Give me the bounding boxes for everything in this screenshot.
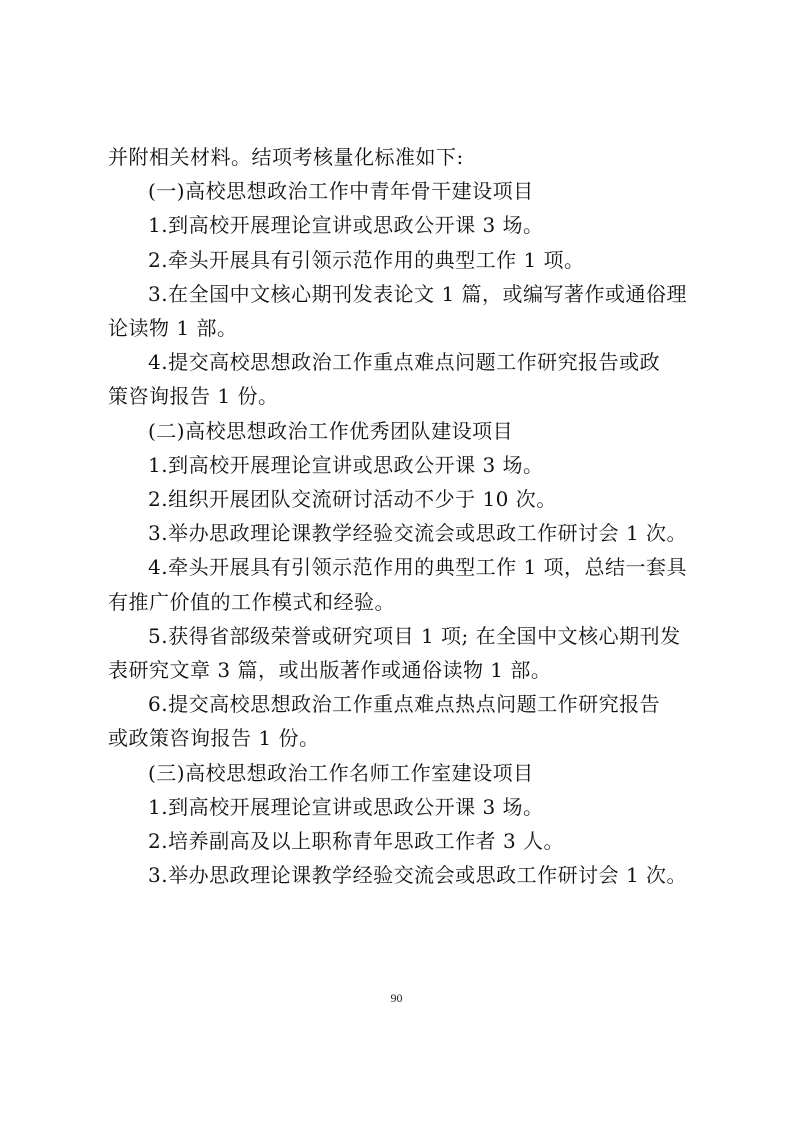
text-line: 论读物 1 部。	[108, 316, 238, 341]
text-line: 2.牵头开展具有引领示范作用的典型工作 1 项。	[148, 247, 585, 272]
text-line: 6.提交高校思想政治工作重点难点热点问题工作研究报告	[148, 692, 661, 717]
paragraph	[108, 550, 700, 618]
paragraph	[108, 414, 700, 448]
page-number: 90	[390, 991, 403, 1005]
paragraph	[108, 619, 700, 687]
paragraph	[108, 174, 700, 208]
paragraph	[108, 516, 700, 550]
text-line: (一)高校思想政治工作中青年骨干建设项目	[148, 179, 534, 204]
text-line: 1.到高校开展理论宣讲或思政公开课 3 场。	[148, 452, 544, 477]
text-line: 3.在全国中文核心期刊发表论文 1 篇，或编写著作或通俗理	[148, 281, 688, 306]
text-line: 1.到高校开展理论宣讲或思政公开课 3 场。	[148, 794, 544, 819]
text-line: 并附相关材料。结项考核量化标准如下:	[108, 145, 464, 169]
paragraph	[108, 345, 700, 413]
paragraph	[108, 824, 700, 858]
text-line: (三)高校思想政治工作名师工作室建设项目	[148, 760, 534, 785]
paragraph	[108, 482, 700, 516]
text-line: 4.提交高校思想政治工作重点难点问题工作研究报告或政	[148, 350, 661, 375]
text-line: 有推广价值的工作模式和经验。	[108, 589, 395, 614]
paragraph	[108, 756, 700, 790]
paragraph	[108, 858, 700, 892]
text-line: 3.举办思政理论课教学经验交流会或思政工作研讨会 1 次。	[148, 863, 688, 888]
paragraph	[108, 140, 700, 174]
paragraph	[108, 277, 700, 345]
paragraph	[108, 687, 700, 755]
text-line: 5.获得省部级荣誉或研究项目 1 项; 在全国中文核心期刊发	[148, 623, 681, 648]
paragraph	[108, 790, 700, 824]
text-line: 或政策咨询报告 1 份。	[108, 726, 320, 751]
text-line: 策咨询报告 1 份。	[108, 384, 279, 409]
text-line: 2.培养副高及以上职称青年思政工作者 3 人。	[148, 829, 565, 854]
text-line: (二)高校思想政治工作优秀团队建设项目	[148, 418, 514, 443]
text-line: 2.组织开展团队交流研讨活动不少于 10 次。	[148, 487, 557, 512]
text-line: 1.到高校开展理论宣讲或思政公开课 3 场。	[148, 213, 544, 238]
text-line: 表研究文章 3 篇，或出版著作或通俗读物 1 部。	[108, 658, 552, 683]
text-line: 4.牵头开展具有引领示范作用的典型工作 1 项，总结一套具	[148, 555, 688, 580]
paragraph	[108, 243, 700, 277]
document-body	[108, 140, 700, 892]
paragraph	[108, 448, 700, 482]
paragraph	[108, 208, 700, 242]
text-line: 3.举办思政理论课教学经验交流会或思政工作研讨会 1 次。	[148, 521, 688, 546]
